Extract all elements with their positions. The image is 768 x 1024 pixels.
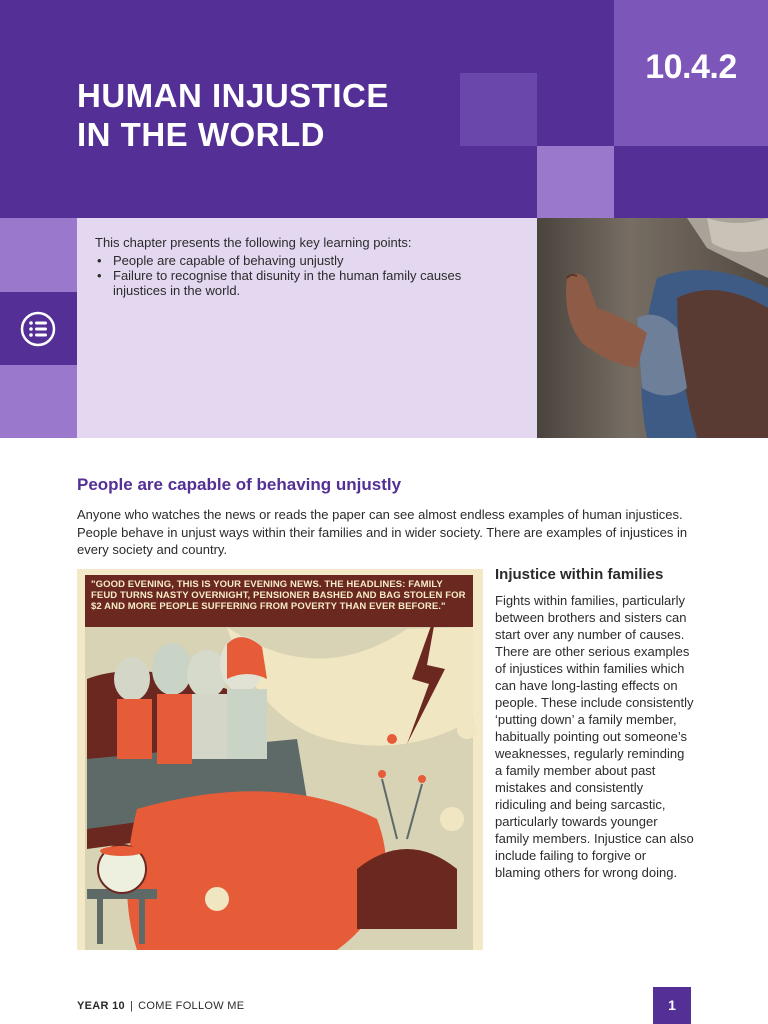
- learning-points-intro: This chapter presents the following key learning points:: [95, 235, 412, 250]
- decorative-square: [537, 146, 614, 218]
- footer-series: COME FOLLOW ME: [138, 1000, 245, 1012]
- learning-points-strip: [0, 218, 77, 438]
- page-title: [77, 76, 457, 154]
- list-icon: [20, 311, 56, 347]
- learning-points-list: [95, 253, 475, 298]
- learning-points-panel: [77, 218, 537, 438]
- cartoon-illustration: [77, 569, 483, 950]
- photo-illustration: [537, 218, 768, 438]
- sidebar-text: Fights within families, particularly between brothers and sisters can start over any number of causes. There are other serious examples of injustices within families which can have long-lasting effects on people. These include consistently ‘putting down’ a family member, habitually pointing out someone’s weaknesses, regularly reminding a family member about past mistakes and consistently ridiculing and being sarcastic, particularly towards younger family members. Injustice can also include failing to forgive or blaming others for wrong doing.: [495, 593, 694, 880]
- cartoon-caption: "GOOD EVENING, THIS IS YOUR EVENING NEWS. THE HEADLINES: FAMILY FEUD TURNS NASTY OVERNIGHT, PENSIONER BASHED AND BAG STOLEN FOR $2 AND MORE PEOPLE SUFFERING FROM POVERTY THAN EVER BEFORE.": [91, 579, 466, 612]
- page-title-line1: HUMAN INJUSTICE: [77, 77, 389, 114]
- learning-point-item: • People are capable of behaving unjustly: [95, 253, 475, 268]
- decorative-square: [460, 73, 537, 146]
- header-band: [0, 0, 768, 218]
- learning-point-item: • Failure to recognise that disunity in the human family causes injustices in the world.: [95, 268, 475, 298]
- outstretched-hand-photo: [537, 218, 768, 438]
- cartoon-artwork: [77, 569, 483, 950]
- section-heading: People are capable of behaving unjustly: [77, 475, 402, 494]
- section-intro: Anyone who watches the news or reads the paper can see almost endless examples of human injustices. People behave in unjust ways within their families and in wider society. There are examples of injustices in every society and country.: [77, 507, 688, 557]
- footer-separator: |: [129, 1000, 134, 1012]
- footer: [77, 1000, 244, 1012]
- footer-year: YEAR 10: [77, 1000, 125, 1012]
- page-title-line2: IN THE WORLD: [77, 116, 325, 153]
- page-number: 1: [653, 987, 691, 1024]
- sidebar-heading: Injustice within families: [495, 566, 664, 583]
- chapter-number: 10.4.2: [645, 48, 737, 86]
